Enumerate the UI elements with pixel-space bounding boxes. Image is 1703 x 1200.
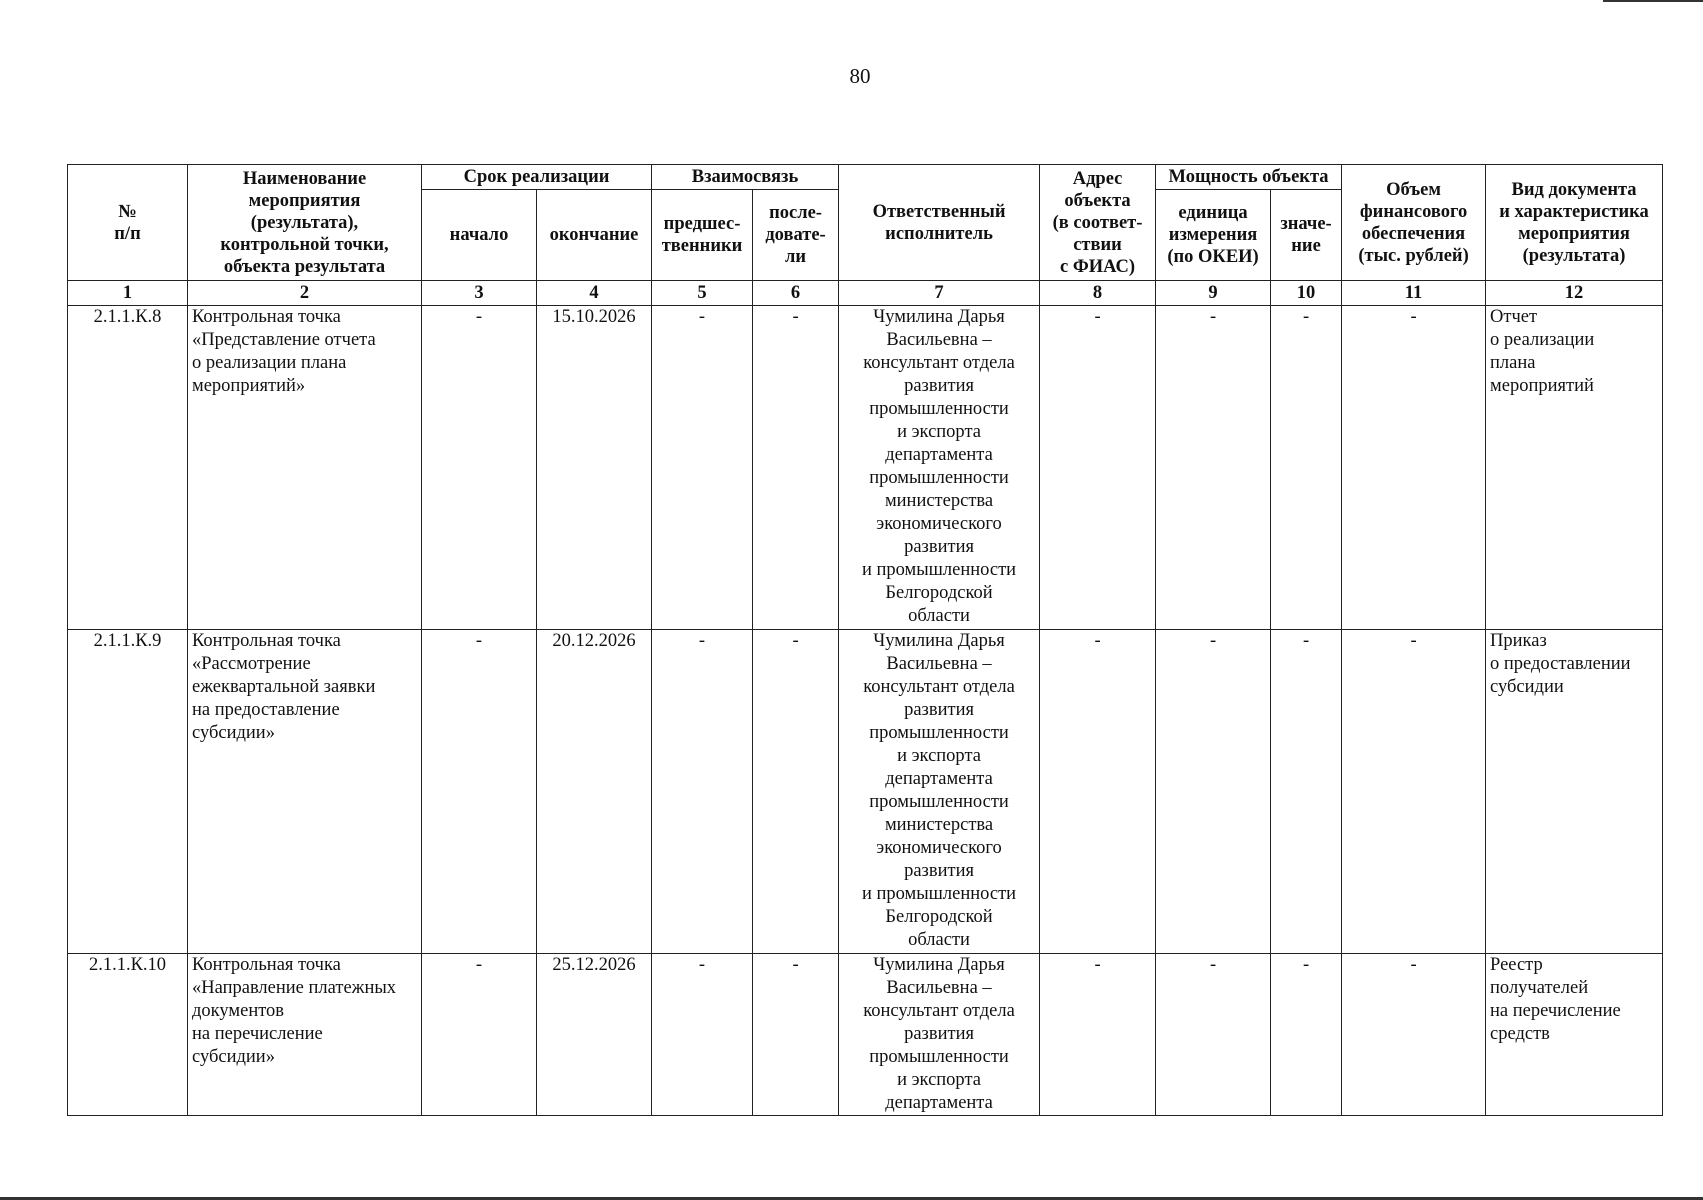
scan-edge-line <box>1603 0 1703 2</box>
column-number: 2 <box>188 281 422 306</box>
cell-next: - <box>753 306 839 630</box>
cell-responsible: Чумилина Дарья Васильевна – консультант отдела развития промышленности и экспорта департамента <box>839 954 1040 1116</box>
header-link-prev: предшес- твенники <box>652 190 753 281</box>
plan-table <box>67 164 1663 1116</box>
column-number: 11 <box>1342 281 1486 306</box>
header-address: Адрес объекта (в соответ- ствии с ФИАС) <box>1040 165 1156 281</box>
header-doc-type: Вид документа и характеристика мероприятия (результата) <box>1486 165 1663 281</box>
cell-finance: - <box>1342 630 1486 954</box>
cell-doc: Приказ о предоставлении субсидии <box>1486 630 1663 954</box>
cell-value: - <box>1271 306 1342 630</box>
header-responsible: Ответственный исполнитель <box>839 165 1040 281</box>
cell-name: Контрольная точка «Рассмотрение ежеквартальной заявки на предоставление субсидии» <box>188 630 422 954</box>
column-number: 7 <box>839 281 1040 306</box>
table-row <box>68 630 1663 954</box>
cell-unit: - <box>1156 630 1271 954</box>
column-number: 4 <box>537 281 652 306</box>
column-number: 1 <box>68 281 188 306</box>
cell-num: 2.1.1.К.9 <box>68 630 188 954</box>
header-term-end: окончание <box>537 190 652 281</box>
cell-num: 2.1.1.К.8 <box>68 306 188 630</box>
column-number: 10 <box>1271 281 1342 306</box>
cell-responsible: Чумилина Дарья Васильевна – консультант отдела развития промышленности и экспорта департамента промышленности министерства экономического развития и промышленности Белгородской области <box>839 306 1040 630</box>
cell-start: - <box>422 954 537 1116</box>
header-name: Наименование мероприятия (результата), контрольной точки, объекта результата <box>188 165 422 281</box>
header-num: № п/п <box>68 165 188 281</box>
cell-next: - <box>753 954 839 1116</box>
cell-finance: - <box>1342 954 1486 1116</box>
column-number-row <box>68 281 1663 306</box>
cell-doc: Реестр получателей на перечисление средств <box>1486 954 1663 1116</box>
cell-address: - <box>1040 306 1156 630</box>
header-finance: Объем финансового обеспечения (тыс. рублей) <box>1342 165 1486 281</box>
cell-num: 2.1.1.К.10 <box>68 954 188 1116</box>
cell-address: - <box>1040 954 1156 1116</box>
column-number: 6 <box>753 281 839 306</box>
cell-start: - <box>422 630 537 954</box>
column-number: 8 <box>1040 281 1156 306</box>
column-number: 5 <box>652 281 753 306</box>
cell-address: - <box>1040 630 1156 954</box>
cell-prev: - <box>652 630 753 954</box>
column-number: 12 <box>1486 281 1663 306</box>
cell-prev: - <box>652 954 753 1116</box>
table-row <box>68 306 1663 630</box>
header-capacity-group: Мощность объекта <box>1156 165 1342 190</box>
cell-next: - <box>753 630 839 954</box>
header-link-next: после- довате- ли <box>753 190 839 281</box>
cell-value: - <box>1271 630 1342 954</box>
cell-unit: - <box>1156 954 1271 1116</box>
header-term-group: Срок реализации <box>422 165 652 190</box>
cell-responsible: Чумилина Дарья Васильевна – консультант отдела развития промышленности и экспорта департамента промышленности министерства экономического развития и промышленности Белгородской области <box>839 630 1040 954</box>
header-link-group: Взаимосвязь <box>652 165 839 190</box>
header-capacity-value: значе- ние <box>1271 190 1342 281</box>
header-capacity-unit: единица измерения (по ОКЕИ) <box>1156 190 1271 281</box>
cell-end: 25.12.2026 <box>537 954 652 1116</box>
cell-prev: - <box>652 306 753 630</box>
column-number: 3 <box>422 281 537 306</box>
cell-start: - <box>422 306 537 630</box>
table-row <box>68 954 1663 1116</box>
column-number: 9 <box>1156 281 1271 306</box>
cell-value: - <box>1271 954 1342 1116</box>
header-term-start: начало <box>422 190 537 281</box>
cell-end: 20.12.2026 <box>537 630 652 954</box>
header-row-top <box>68 165 1663 190</box>
cell-name: Контрольная точка «Представление отчета о реализации плана мероприятий» <box>188 306 422 630</box>
cell-end: 15.10.2026 <box>537 306 652 630</box>
page-number: 80 <box>849 64 871 88</box>
cell-unit: - <box>1156 306 1271 630</box>
cell-name: Контрольная точка «Направление платежных документов на перечисление субсидии» <box>188 954 422 1116</box>
cell-doc: Отчет о реализации плана мероприятий <box>1486 306 1663 630</box>
cell-finance: - <box>1342 306 1486 630</box>
